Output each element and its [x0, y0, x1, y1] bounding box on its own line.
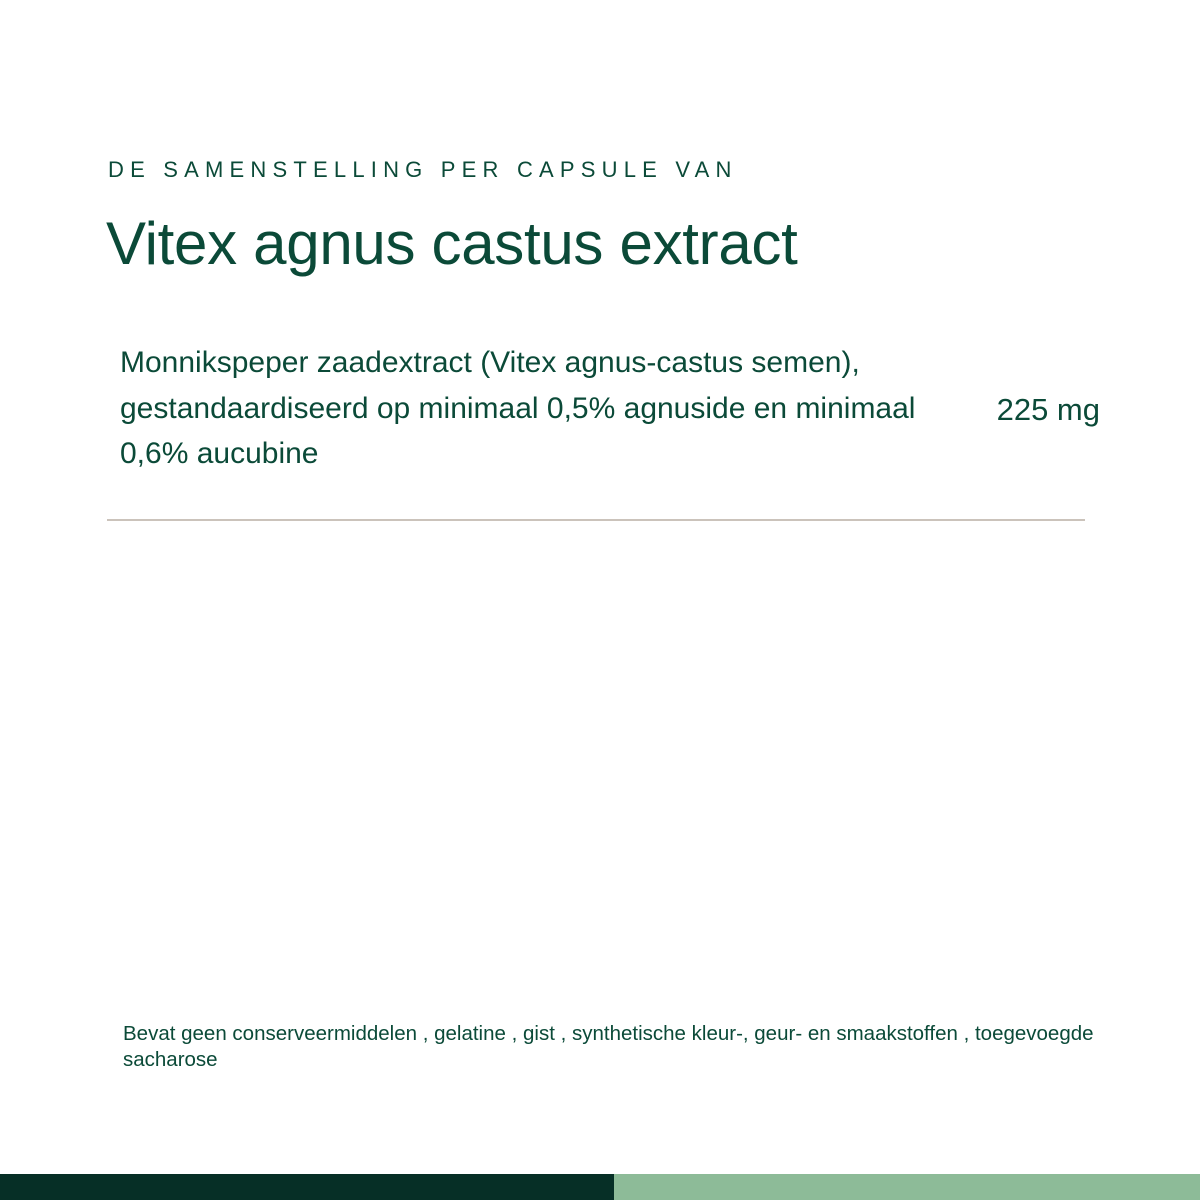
bottom-color-bar — [0, 1174, 1200, 1200]
eyebrow-heading: DE SAMENSTELLING PER CAPSULE VAN — [108, 157, 738, 182]
ingredient-amount: 225 mg — [996, 392, 1100, 427]
divider — [107, 519, 1085, 521]
ingredient-name: Monnikspeper zaadextract (Vitex agnus-castus semen), gestandaardiseerd op minimaal 0,5% agnuside en minimaal 0,6% aucubine — [120, 346, 916, 470]
bottom-bar-dark-segment — [0, 1174, 614, 1200]
bottom-bar-light-segment — [614, 1174, 1200, 1200]
footnote: Bevat geen conserveermiddelen , gelatine , gist , synthetische kleur-, geur- en smaakstoffen , toegevoegde sacharose — [123, 1022, 1094, 1071]
product-title: Vitex agnus castus extract — [106, 210, 798, 277]
ingredient-row — [120, 340, 1100, 480]
